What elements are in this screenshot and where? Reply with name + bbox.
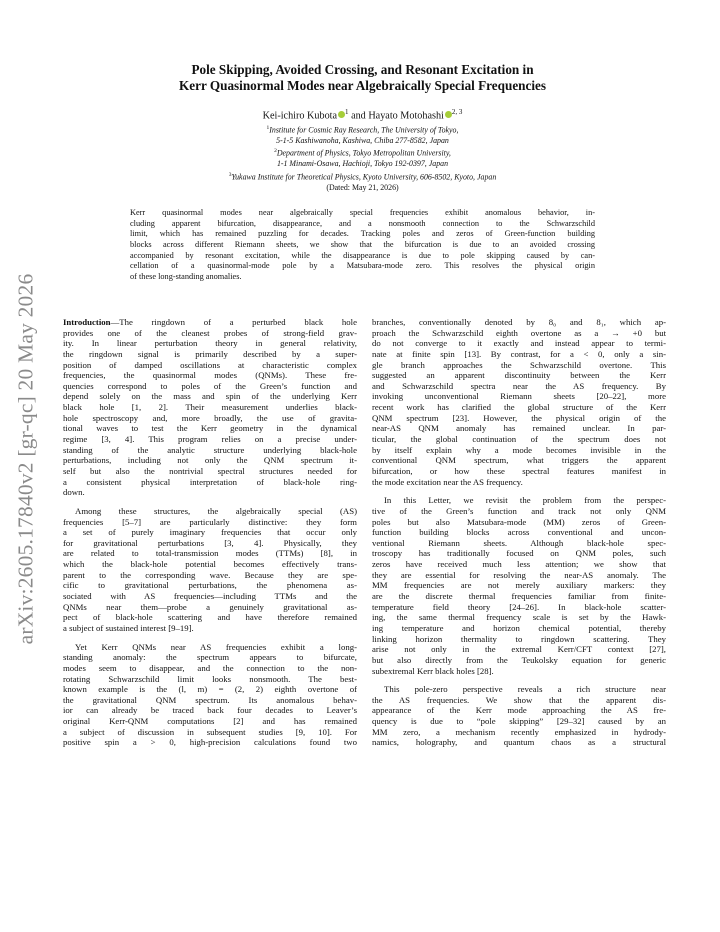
- paper-title: [100, 62, 625, 94]
- text-line: a set of purely imaginary frequencies that occur only: [63, 527, 357, 538]
- affiliation-line: [100, 159, 625, 169]
- text-line: near-AS QNM anomaly has remained unclear. In par-: [372, 423, 666, 434]
- paragraph: [63, 506, 357, 634]
- left-column: [63, 317, 357, 748]
- text-line: positive spin a > 0, high-precision calculations found two: [63, 737, 357, 748]
- paragraph: [372, 317, 666, 487]
- text-line: for gravitational perturbations [3, 4]. Physically, they: [63, 537, 357, 548]
- text-line: subextremal Kerr black holes [28].: [372, 665, 494, 676]
- author-affil-mark: 2, 3: [451, 108, 463, 116]
- abstract-line: cluding apparent bifurcation, disappearance, and a nonsmooth connection to the Schwarzschild: [130, 218, 595, 228]
- text-line: temperature field theory [24–26]. In black-hole scatter-: [372, 601, 666, 612]
- text-line: self but also the nontrivial spectral structures needed for: [63, 465, 357, 476]
- text-line: the mode excitation near the AS frequency.: [372, 476, 523, 487]
- abstract-line: cellation of a quasinormal-mode pole by a Matsubara-mode zero. This resolves the physical origin: [130, 261, 595, 271]
- text-line: and Schwarzschild spectra near the AS frequency. By: [372, 380, 666, 391]
- paragraph-gap: [63, 498, 357, 506]
- text-line: ing, the same thermal frequency scale is set by the Hawk-: [372, 612, 666, 623]
- title-line: Kerr Quasinormal Modes near Algebraically Special Frequencies: [178, 78, 547, 93]
- text-line: by itself explain why a mode becomes invisible in the: [372, 444, 666, 455]
- text-line: tional waves to test the Kerr geometry in the dynamical: [63, 423, 357, 434]
- text-line: linking horizon thermality to ringdown scattering. They: [372, 633, 666, 644]
- text-line: regime [3, 4]. This program relies on a precise under-: [63, 434, 357, 445]
- text-line: depend solely on the mass and spin of the underlying Kerr: [63, 391, 357, 402]
- text-line: sociated with AS frequencies—including TTMs and the: [63, 591, 357, 602]
- paragraph: [372, 495, 666, 676]
- text-line: ticular, the global continuation of the spectrum does not: [372, 434, 666, 445]
- text-line: In this Letter, we revisit the problem from the perspec-: [384, 495, 666, 506]
- text-line: are the discrete thermal frequencies familiar from finite-: [372, 591, 666, 602]
- text-line: position of damped oscillations at characteristic complex: [63, 359, 357, 370]
- text-line: QNM spectrum [23]. However, the physical origin of the: [372, 412, 666, 423]
- title-line: Pole Skipping, Avoided Crossing, and Resonant Excitation in: [191, 62, 534, 77]
- affiliation-text: 5-1-5 Kashiwanoha, Kashiwa, Chiba 277-8582, Japan: [276, 136, 449, 146]
- text-line: perturbations, including not only the QNM spectrum it-: [63, 455, 357, 466]
- text-line: do not converge to it exactly and instead appear to termi-: [372, 338, 666, 349]
- affiliation-line: [100, 146, 625, 159]
- text-line: parent to the corresponding wave. Because they are spe-: [63, 569, 357, 580]
- paragraph-gap: [63, 634, 357, 642]
- paragraph: [372, 684, 666, 748]
- text-line: but also directly from the Teukolsky equation for generic: [372, 654, 666, 665]
- affiliation-text: Yukawa Institute for Theoretical Physics, Kyoto University, 606-8502, Kyoto, Japan: [231, 172, 497, 182]
- text-line: namics, holography, and quantum chaos as a structural: [372, 737, 666, 748]
- text-line: original Kerr-QNM computations [2] and has remained: [63, 716, 357, 727]
- text-line: zeros have received much less attention; we show that: [372, 559, 666, 570]
- text-line: which the black-hole potential becomes effectively trans-: [63, 559, 357, 570]
- text-line: MM frequencies are not merely auxiliary markers: they: [372, 580, 666, 591]
- text-line: quency is due to “pole skipping” [29–32] caused by an: [372, 716, 666, 727]
- text-line: a subject of discussion in subsequent studies [9, 10]. For: [63, 726, 357, 737]
- arxiv-id: arXiv:2605.17840v2 [gr-qc] 20 May 2026: [13, 273, 38, 645]
- text-line: poles but also Matsubara-mode (MM) zeros of Green-: [372, 516, 666, 527]
- text-line: ing temperature and horizon chemical potential, thereby: [372, 622, 666, 633]
- text-line: tive of the Green’s function and track not only QNM: [372, 505, 666, 516]
- text-line: recent work has clarified the global structure of the Kerr: [372, 402, 666, 413]
- text-line: cific to gravitational perturbations, the phenomena as-: [63, 580, 357, 591]
- author-affil-mark: 1: [345, 108, 349, 116]
- text-line: proach the Schwarzschild eighth overtone as a → +0 but: [372, 327, 666, 338]
- text-line: the AS frequencies. We show that the apparent dis-: [372, 694, 666, 705]
- text-line: known example is the (l, m) = (2, 2) eighth overtone of: [63, 684, 357, 695]
- section-heading: Introduction: [63, 317, 111, 327]
- text-line: bifurcation, or how these spectral features manifest in: [372, 465, 666, 476]
- abstract-line: Kerr quasinormal modes near algebraically special frequencies exhibit anomalous behavior, in-: [130, 208, 595, 217]
- text-line: This pole-zero perspective reveals a rich structure near: [384, 684, 666, 695]
- abstract-line: of these long-standing anomalies.: [130, 271, 242, 281]
- text-line: ity. In linear perturbation theory in general relativity,: [63, 338, 357, 349]
- arxiv-stamp: [3, 244, 49, 674]
- text-line: MM zero, a mechanism recently emphasized in hydrody-: [372, 726, 666, 737]
- text-line: they are essential for resolving the near-AS anomaly. The: [372, 569, 666, 580]
- text-line: branches, conventionally denoted by 8₀ and 8₁, which ap-: [372, 317, 666, 327]
- affiliation-mark: 1: [266, 125, 270, 131]
- text-line: Among these structures, the algebraically special (AS): [75, 505, 357, 516]
- text-line: nate at finite spin [13]. By contrast, for a < 0, only a sin-: [372, 348, 666, 359]
- text-line: the gravitational QNM spectrum. Its anomalous behav-: [63, 694, 357, 705]
- abstract: [130, 208, 595, 282]
- right-column: [372, 317, 666, 748]
- text-line: down.: [63, 487, 85, 498]
- text-line: suggested an apparent discontinuity between the Kerr: [372, 370, 666, 381]
- affiliation-text: Department of Physics, Tokyo Metropolitan University,: [276, 149, 451, 159]
- text-line: frequencies, the quasinormal modes (QNMs). These fre-: [63, 370, 357, 381]
- abstract-line: limit, which has remained puzzling for decades. Tracking poles and zeros of Green-function building: [130, 229, 595, 239]
- affiliation-text: Institute for Cosmic Ray Research, The University of Tokyo,: [269, 125, 459, 135]
- text-line: [63, 317, 357, 328]
- text-line: Yet Kerr QNMs near AS frequencies exhibit a long-: [75, 641, 357, 652]
- text-line: gle branch approaches the Schwarzschild overtone. This: [372, 359, 666, 370]
- text-line: arise not only in the extremal Kerr/CFT context [27],: [372, 644, 666, 655]
- author-separator: and: [348, 110, 369, 122]
- text-line: appearance of the Kerr mode approaching the AS fre-: [372, 705, 666, 716]
- paragraph-gap: [372, 487, 666, 495]
- text-line: modes seem to disappear, and the connection to the non-: [63, 662, 357, 673]
- text-line: ventional Riemann sheets. Although black-hole spec-: [372, 537, 666, 548]
- affiliation-line: [100, 123, 625, 136]
- text-line: QNMs near them—probe a genuinely gravitational as-: [63, 601, 357, 612]
- author-list: [100, 108, 625, 121]
- affiliation-mark: 2: [274, 148, 277, 155]
- text-line: invoking unconventional Riemann sheets [20–22], more: [372, 391, 666, 402]
- text-line: standing of the analytic structure underlying black-hole: [63, 444, 357, 455]
- abstract-line: blocks across different Riemann sheets, we show that the bifurcation is due to an avoided crossing: [130, 239, 595, 249]
- text-line: a consistent physical interpretation of black-hole ring-: [63, 476, 357, 487]
- text-line: rotating Schwarzschild limit looks nonsmooth. The best-: [63, 673, 357, 684]
- author-name: Hayato Motohashi: [368, 110, 444, 122]
- text-line: standing anomaly: the spectrum appears to bifurcate,: [63, 652, 357, 663]
- text-line: ior can already be traced back four decades to Leaver’s: [63, 705, 357, 716]
- text-line: pect of black-hole scattering and have therefore remained: [63, 612, 357, 623]
- affiliation-line: [100, 136, 625, 146]
- affiliation-line: [100, 170, 625, 183]
- text-line: are related to total-transmission modes (TTMs) [8], in: [63, 548, 357, 559]
- orcid-icon[interactable]: [445, 111, 452, 118]
- affiliation-text: 1-1 Minami-Osawa, Hachioji, Tokyo 192-0397, Japan: [276, 159, 449, 169]
- author-name: Kei-ichiro Kubota: [262, 110, 338, 122]
- paragraph-gap: [372, 676, 666, 684]
- affiliations: [100, 123, 625, 193]
- paragraph: [63, 642, 357, 748]
- text-line: provides one of the cleanest probes of strong-field grav-: [63, 327, 357, 338]
- date-line: (Dated: May 21, 2026): [326, 182, 399, 192]
- orcid-icon[interactable]: [338, 111, 345, 118]
- text-line: troscopy has traditionally focused on QNM poles, such: [372, 548, 666, 559]
- text-line: a subject of sustained interest [9–19].: [63, 622, 194, 633]
- text-line: function building blocks across conventional and uncon-: [372, 527, 666, 538]
- text-line: the ringdown signal is primarily described by a super-: [63, 348, 357, 359]
- text-line: black hole [1, 2]. Their measurement underlies black-: [63, 402, 357, 413]
- affiliation-mark: 3: [228, 171, 232, 178]
- paragraph: [63, 317, 357, 498]
- abstract-line: accompanied by resonant excitation, while the disappearance is due to pole skipping caused by can-: [130, 250, 595, 260]
- text-run: —The ringdown of a perturbed black hole: [110, 317, 357, 327]
- text-line: conventional QNM spectrum, what triggers the apparent: [372, 455, 666, 466]
- text-line: frequencies [5–7] are particularly distinctive: they form: [63, 516, 357, 527]
- text-line: hole spectroscopy and, more broadly, the use of gravita-: [63, 412, 357, 423]
- text-line: quencies correspond to poles of the Green’s function and: [63, 380, 357, 391]
